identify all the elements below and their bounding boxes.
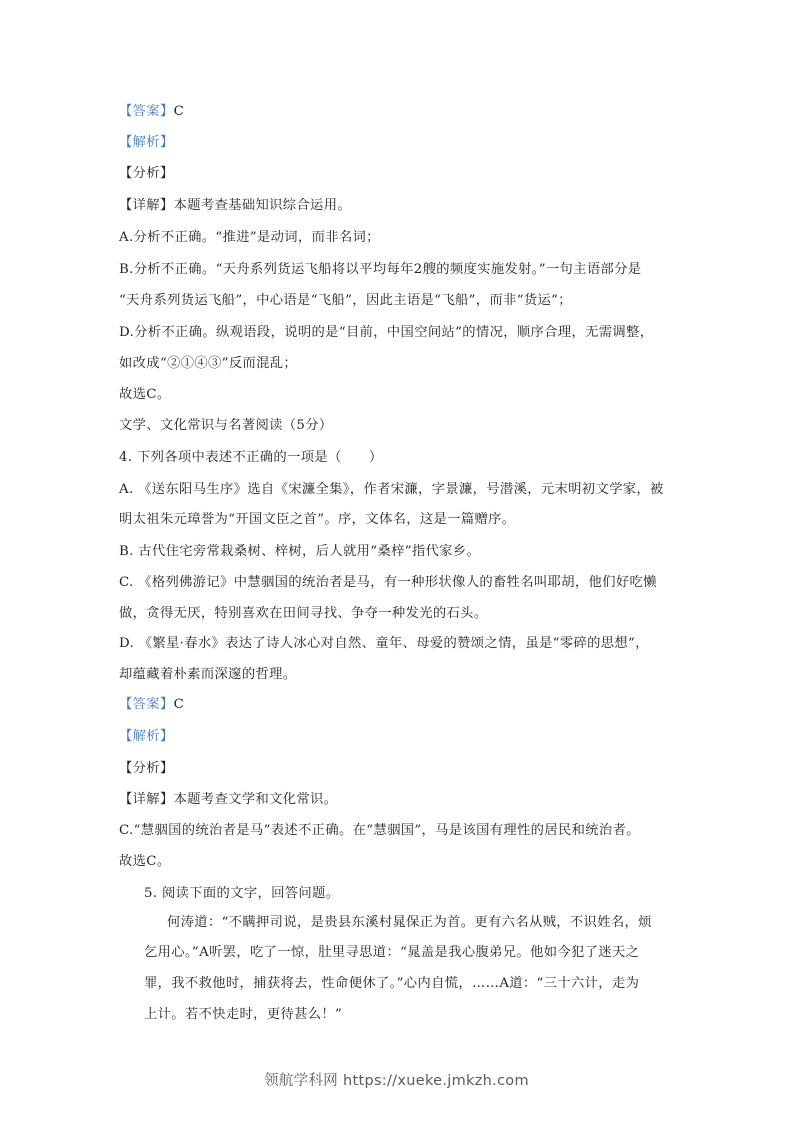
explanation-b-1: B.分析不正确。“天舟系列货运飞船将以平均每年2艘的频度实施发射。”一句主语部分是 (119, 262, 642, 277)
fenxi-tag-q4: 【分析】 (119, 761, 174, 776)
option-a-1: A. 《送东阳马生序》选自《宋濂全集》，作者宋濂，字景濂，号潜溪，元末明初文学家，被 (119, 482, 664, 497)
question-4-stem: 4. 下列各项中表述不正确的一项是（ ） (119, 450, 383, 465)
explanation-d-2: 如改成“②①④③”反而混乱； (119, 356, 298, 371)
passage-line-3: 罪，我不救他时，捕获将去，性命便休了。”心内自慌，……A道：“三十六计，走为 (144, 976, 640, 991)
answer-line-q3 (119, 102, 184, 122)
explanation-b-2: “天舟系列货运飞船”，中心语是“飞船”，因此主语是“飞船”，而非“货运”； (119, 293, 572, 308)
analysis-tag-q3: 【解析】 (119, 135, 174, 150)
option-d-1: D. 《繁星·春水》表达了诗人冰心对自然、童年、母爱的赞颂之情，虽是“零碎的思想”， (119, 636, 649, 651)
section-title: 文学、文化常识与名著阅读（5分） (119, 418, 333, 433)
option-d-2: 却蕴藏着朴素而深邃的哲理。 (119, 667, 297, 682)
fenxi-tag-q3: 【分析】 (119, 166, 174, 181)
passage-line-4: 上计。若不快走时，更待甚么！” (144, 1007, 343, 1022)
passage-line-2: 乞用心。”A听罢，吃了一惊，肚里寻思道：“晁盖是我心腹弟兄。他如今犯了迷天之 (144, 945, 640, 960)
conclusion-q3: 故选C。 (119, 387, 171, 402)
option-c-2: 做，贪得无厌，特别喜欢在田间寻找、争夺一种发光的石头。 (119, 606, 488, 621)
explanation-a: A.分析不正确。“推进”是动词，而非名词； (119, 230, 380, 245)
explanation-d-1: D.分析不正确。纵观语段，说明的是“目前，中国空间站”的情况，顺序合理，无需调整， (119, 325, 654, 340)
conclusion-q4: 故选C。 (119, 854, 171, 869)
option-a-2: 明太祖朱元璋誉为“开国文臣之首”。序，文体名，这是一篇赠序。 (119, 512, 516, 527)
answer-tag: 【答案】 (119, 104, 174, 119)
detail-q3: 【详解】本题考查基础知识综合运用。 (119, 198, 351, 213)
detail-q4: 【详解】本题考查文学和文化常识。 (119, 792, 338, 807)
footer-watermark: 领航学科网 https://xueke.jmkzh.com (264, 1073, 529, 1089)
answer-tag: 【答案】 (119, 697, 174, 712)
answer-value: C (173, 104, 185, 119)
answer-line-q4 (119, 695, 184, 715)
answer-value: C (173, 697, 185, 712)
option-b: B. 古代住宅旁常栽桑树、梓树，后人就用“桑梓”指代家乡。 (119, 544, 481, 559)
passage-line-1: 何涛道：“不瞒押司说，是贵县东溪村晁保正为首。更有六名从贼，不识姓名，烦 (167, 915, 652, 930)
explanation-c: C.“慧骃国的统治者是马”表述不正确。在“慧骃国”，马是该国有理性的居民和统治者。 (119, 823, 640, 838)
analysis-tag-q4: 【解析】 (119, 729, 174, 744)
question-5-stem: 5. 阅读下面的文字，回答问题。 (144, 886, 340, 901)
option-c-1: C. 《格列佛游记》中慧骃国的统治者是马，有一种形状像人的畜牲名叫耶胡，他们好吃懒 (119, 575, 657, 590)
